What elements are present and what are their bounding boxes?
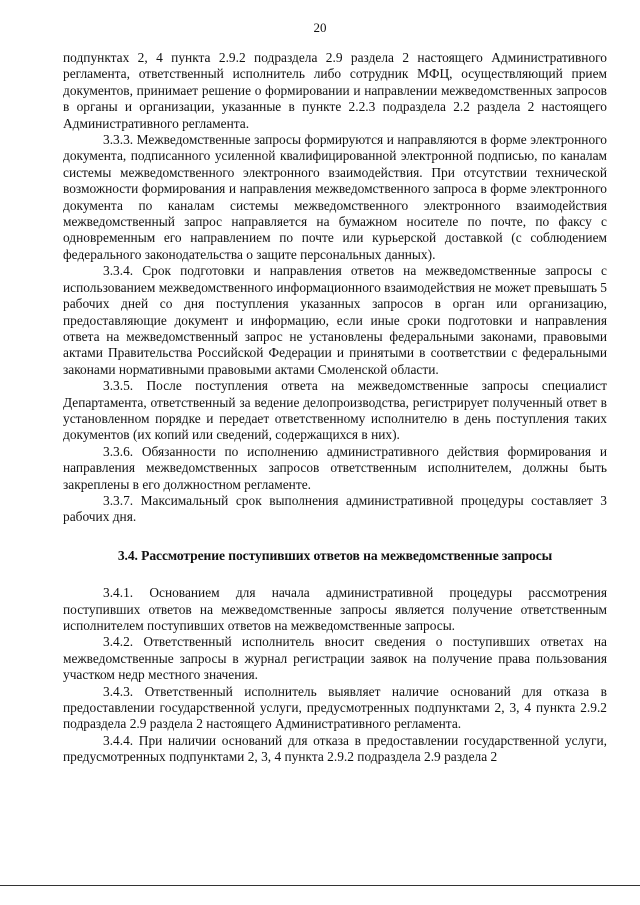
paragraph: 3.4.1. Основанием для начала административной процедуры рассмотрения поступивших ответов на межведомственные запросы является получение ответственным исполнителем поступивших ответов на межведомственные запросы. [63,585,607,633]
paragraph: 3.3.5. После поступления ответа на межведомственные запросы специалист Департамента, ответственный за ведение делопроизводства, регистрирует полученный ответ в установленном порядке и передает ответственному исполнителю в день поступления таких документов (их копий или сведений, содержащихся в них). [63,378,607,443]
paragraph: 3.4.3. Ответственный исполнитель выявляет наличие оснований для отказа в предоставлении государственной услуги, предусмотренных подпунктами 2, 3, 4 пункта 2.9.2 подраздела 2.9 раздела 2 настоящего Административного регламента. [63,683,607,732]
paragraph: 3.4.4. При наличии оснований для отказа в предоставлении государственной услуги, предусмотренных подпунктами 2, 3, 4 пункта 2.9.2 подраздела 2.9 раздела 2 [63,732,607,765]
paragraph: 3.3.3. Межведомственные запросы формируются и направляются в форме электронного документа, подписанного усиленной квалифицированной электронной подписью, по каналам системы межведомственного электронного взаимодействия. При отсутствии технической возможности формирования и направления межведомственного запроса в форме электронного документа по каналам системы межведомственного электронного взаимодействия межведомственный запрос направляется на бумажном носителе по почте, по факсу с одновременным его направлением по почте или курьерской доставкой (с соблюдением федерального законодательства о защите персональных данных). [63,132,607,262]
paragraphs-before [63,50,607,526]
paragraph: 3.3.6. Обязанности по исполнению административного действия формирования и направления межведомственных запросов ответственным исполнителем, должны быть закреплены в его должностном регламенте. [63,443,607,492]
section-heading: 3.4. Рассмотрение поступивших ответов на межведомственные запросы [117,547,553,563]
page-number: 20 [313,20,327,35]
paragraph: подпунктах 2, 4 пункта 2.9.2 подраздела 2.9 раздела 2 настоящего Административного регламента, ответственный исполнитель либо сотрудник МФЦ, осуществляющий прием документов, принимает решение о формировании и направлении межведомственных запросов в органы и организации, указанные в пункте 2.2.3 подраздела 2.2 раздела 2 настоящего Административного регламента. [63,50,607,131]
paragraph: 3.3.7. Максимальный срок выполнения административной процедуры составляет 3 рабочих дня. [63,492,607,525]
bottom-divider [0,885,640,886]
document-body [63,50,607,766]
paragraphs-after [63,585,607,765]
paragraph: 3.4.2. Ответственный исполнитель вносит сведения о поступивших ответах на межведомственные запросы в журнал регистрации заявок на получение права пользования участком недр местного значения. [63,634,607,683]
paragraph: 3.3.4. Срок подготовки и направления ответов на межведомственные запросы с использованием межведомственного информационного взаимодействия не может превышать 5 рабочих дней со дня поступления указанных запросов в орган или организацию, предоставляющие документ и информацию, если иные сроки подготовки и направления ответа на межведомственный запрос не установлены федеральными законами, правовыми актами Правительства Российской Федерации и принятыми в соответствии с федеральными законами нормативными правовыми актами Смоленской области. [63,263,607,377]
